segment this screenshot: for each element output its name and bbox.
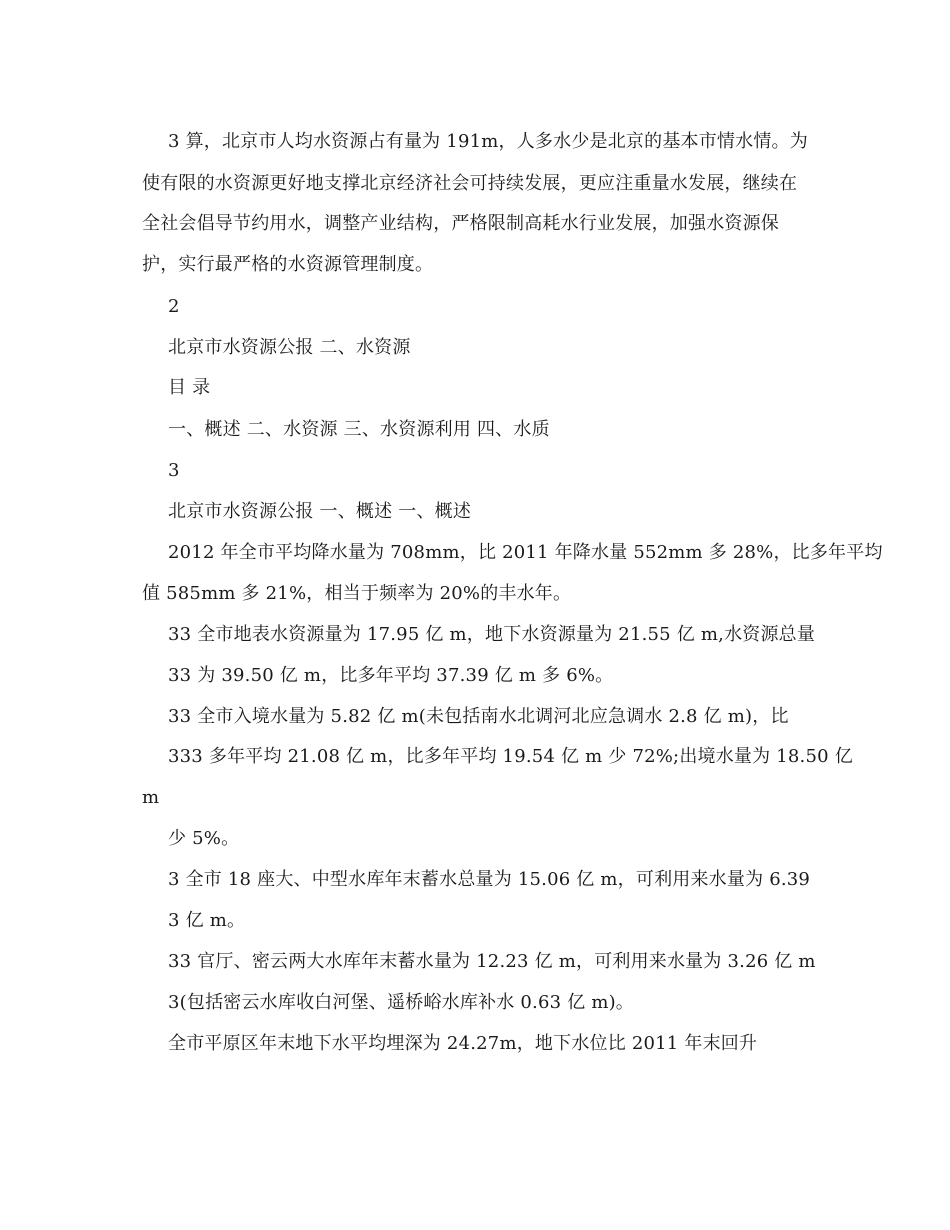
text-line: 使有限的水资源更好地支撑北京经济社会可持续发展，更应注重量水发展，继续在 xyxy=(142,173,798,194)
text-line: 2012 年全市平均降水量为 708mm，比 2011 年降水量 552mm 多 28%，比多年平均 xyxy=(168,542,883,563)
text-line: 全市平原区年末地下水平均埋深为 24.27m，地下水位比 2011 年末回升 xyxy=(168,1033,758,1054)
text-line: 3 全市 18 座大、中型水库年末蓄水总量为 15.06 亿 m，可利用来水量为 6.39 xyxy=(168,869,811,890)
text-line: 护，实行最严格的水资源管理制度。 xyxy=(142,254,434,275)
text-line: m xyxy=(142,787,160,808)
page-number: 2 xyxy=(168,296,180,317)
page-number: 3 xyxy=(168,460,180,481)
toc-items: 一、概述 二、水资源 三、水资源利用 四、水质 xyxy=(168,419,550,440)
section-heading: 北京市水资源公报 二、水资源 xyxy=(168,337,411,358)
text-line: 33 为 39.50 亿 m，比多年平均 37.39 亿 m 多 6%。 xyxy=(168,665,614,686)
section-heading: 北京市水资源公报 一、概述 一、概述 xyxy=(168,501,472,522)
text-line: 值 585mm 多 21%，相当于频率为 20%的丰水年。 xyxy=(142,583,572,604)
text-line: 33 全市地表水资源量为 17.95 亿 m，地下水资源量为 21.55 亿 m,水资源总量 xyxy=(168,624,816,645)
text-line: 全社会倡导节约用水，调整产业结构，严格限制高耗水行业发展，加强水资源保 xyxy=(142,213,779,234)
text-line: 3 亿 m。 xyxy=(168,910,246,931)
text-line: 3(包括密云水库收白河堡、遥桥峪水库补水 0.63 亿 m)。 xyxy=(168,992,635,1013)
text-line: 少 5%。 xyxy=(168,828,240,849)
toc-title: 目 录 xyxy=(168,377,211,398)
text-line: 3 算，北京市人均水资源占有量为 191m，人多水少是北京的基本市情水情。为 xyxy=(168,131,808,152)
text-line: 333 多年平均 21.08 亿 m，比多年平均 19.54 亿 m 少 72%;出境水量为 18.50 亿 xyxy=(168,746,853,767)
text-line: 33 官厅、密云两大水库年末蓄水量为 12.23 亿 m，可利用来水量为 3.26 亿 m xyxy=(168,951,816,972)
text-line: 33 全市入境水量为 5.82 亿 m(未包括南水北调河北应急调水 2.8 亿 m)，比 xyxy=(168,706,789,727)
